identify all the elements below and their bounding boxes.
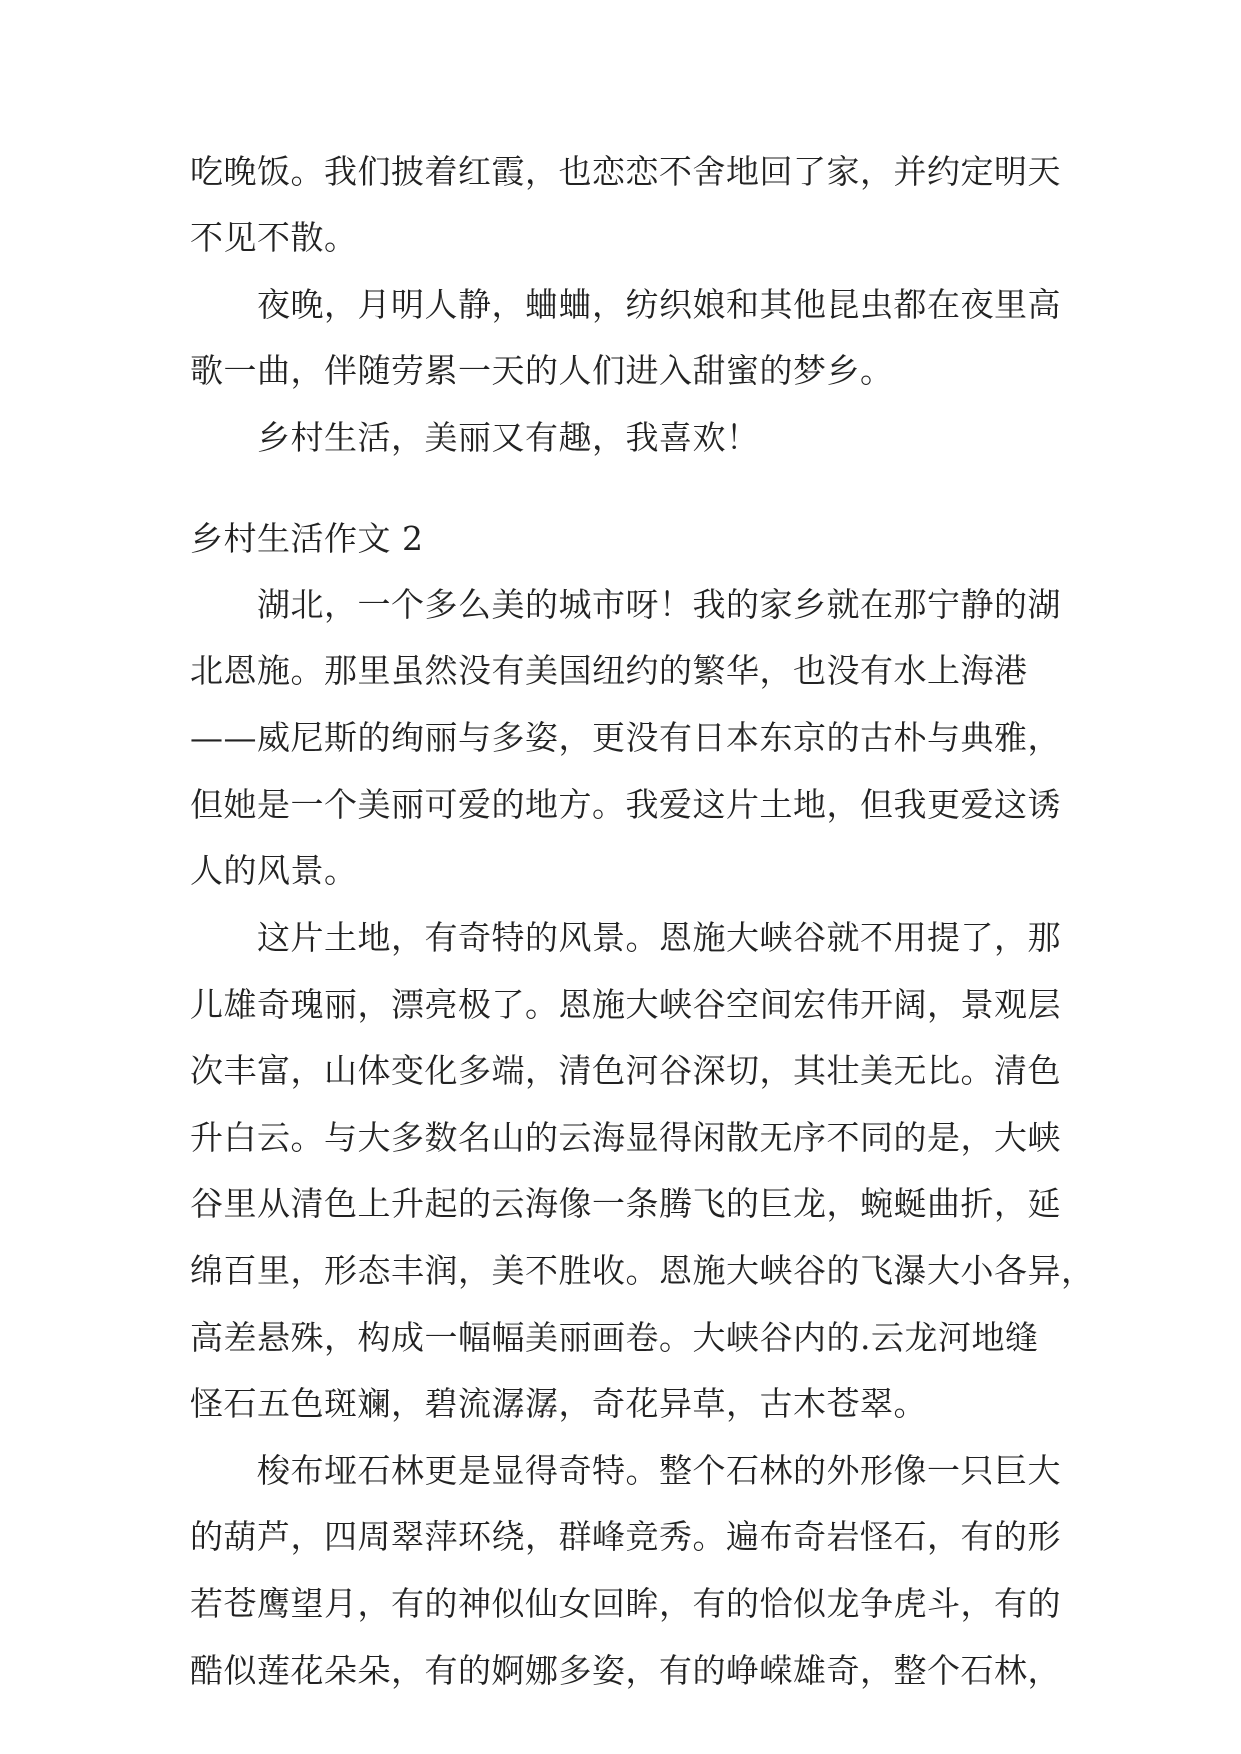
paragraph-start-line: 梭布垭石林更是显得奇特。整个石林的外形像一只巨大 — [257, 1451, 1061, 1490]
text-line: 歌一曲，伴随劳累一天的人们进入甜蜜的梦乡。 — [190, 351, 894, 390]
text-line: 人的风景。 — [190, 851, 358, 890]
text-line: 但她是一个美丽可爱的地方。我爱这片土地，但我更爱这诱 — [190, 785, 1061, 824]
text-line: ——威尼斯的绚丽与多姿，更没有日本东京的古朴与典雅， — [190, 718, 1061, 757]
paragraph-start-line: 乡村生活，美丽又有趣，我喜欢！ — [257, 418, 760, 457]
text-line: 北恩施。那里虽然没有美国纽约的繁华，也没有水上海港 — [190, 651, 1028, 690]
paragraph-start-line: 夜晚，月明人静，蛐蛐，纺织娘和其他昆虫都在夜里高 — [257, 285, 1061, 324]
text-line: 次丰富，山体变化多端，清色河谷深切，其壮美无比。清色 — [190, 1051, 1061, 1090]
text-line: 高差悬殊，构成一幅幅美丽画卷。大峡谷内的.云龙河地缝 — [190, 1318, 1039, 1357]
text-line: 若苍鹰望月，有的神似仙女回眸，有的恰似龙争虎斗，有的 — [190, 1584, 1061, 1623]
text-line: 不见不散。 — [190, 218, 358, 257]
paragraph-start-line: 湖北，一个多么美的城市呀！我的家乡就在那宁静的湖 — [257, 585, 1061, 624]
text-line: 儿雄奇瑰丽，漂亮极了。恩施大峡谷空间宏伟开阔，景观层 — [190, 985, 1061, 1024]
text-line: 怪石五色斑斓，碧流潺潺，奇花异草，古木苍翠。 — [190, 1384, 927, 1423]
text-line: 谷里从清色上升起的云海像一条腾飞的巨龙，蜿蜒曲折，延 — [190, 1184, 1061, 1223]
section-title: 乡村生活作文 2 — [190, 519, 424, 558]
text-line: 绵百里，形态丰润，美不胜收。恩施大峡谷的飞瀑大小各异， — [190, 1251, 1095, 1290]
text-line: 吃晚饭。我们披着红霞，也恋恋不舍地回了家，并约定明天 — [190, 152, 1061, 191]
text-line: 升白云。与大多数名山的云海显得闲散无序不同的是，大峡 — [190, 1118, 1061, 1157]
paragraph-start-line: 这片土地，有奇特的风景。恩施大峡谷就不用提了，那 — [257, 918, 1061, 957]
text-line: 的葫芦，四周翠萍环绕，群峰竞秀。遍布奇岩怪石，有的形 — [190, 1517, 1061, 1556]
text-line: 酷似莲花朵朵，有的婀娜多姿，有的峥嵘雄奇，整个石林， — [190, 1651, 1061, 1690]
